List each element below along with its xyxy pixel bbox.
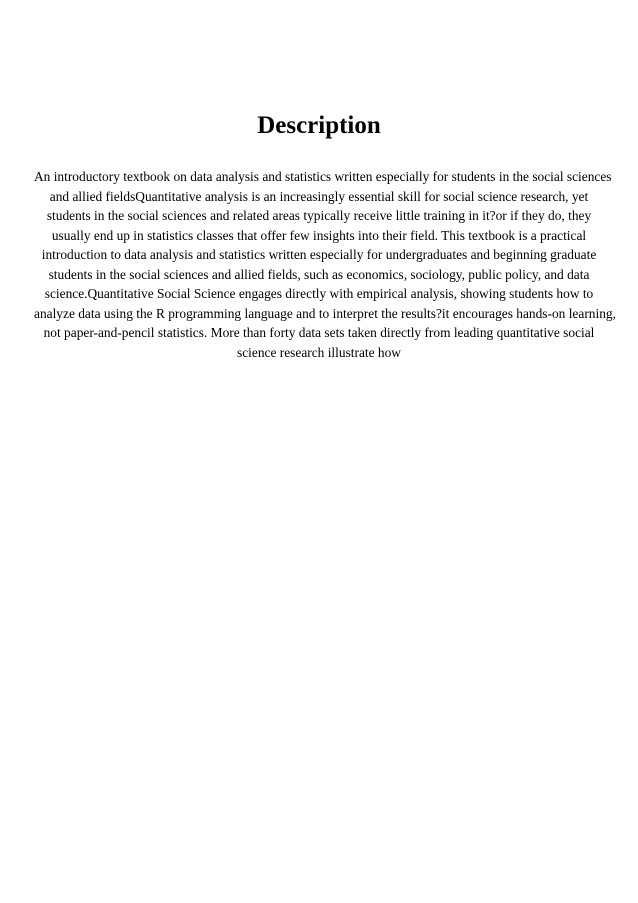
paragraph-line: introduction to data analysis and statistics written especially for undergraduates and beginning graduate <box>41 247 597 262</box>
paragraph-line: students in the social sciences and related areas typically receive little training in it?or if they do, they <box>46 208 592 223</box>
paragraph-line: not paper-and-pencil statistics. More than forty data sets taken directly from leading quantitative social <box>43 325 595 340</box>
paragraph-line: students in the social sciences and allied fields, such as economics, sociology, public policy, and data <box>48 266 590 282</box>
paragraph-line: usually end up in statistics classes that offer few insights into their field. This textbook is a practical <box>51 227 587 243</box>
description-paragraph <box>34 167 616 362</box>
paragraph-line: science.Quantitative Social Science engages directly with empirical analysis, showing students how to <box>44 286 594 301</box>
page-title: Description <box>257 112 381 139</box>
paragraph-line: science research illustrate how <box>237 344 401 360</box>
paragraph-line: and allied fieldsQuantitative analysis is an increasingly essential skill for social science research, yet <box>49 188 589 204</box>
paragraph-line: analyze data using the R programming language and to interpret the results?it encourages hands-on learning, <box>34 305 616 321</box>
paragraph-line: An introductory textbook on data analysis and statistics written especially for students in the social sciences <box>34 169 612 184</box>
